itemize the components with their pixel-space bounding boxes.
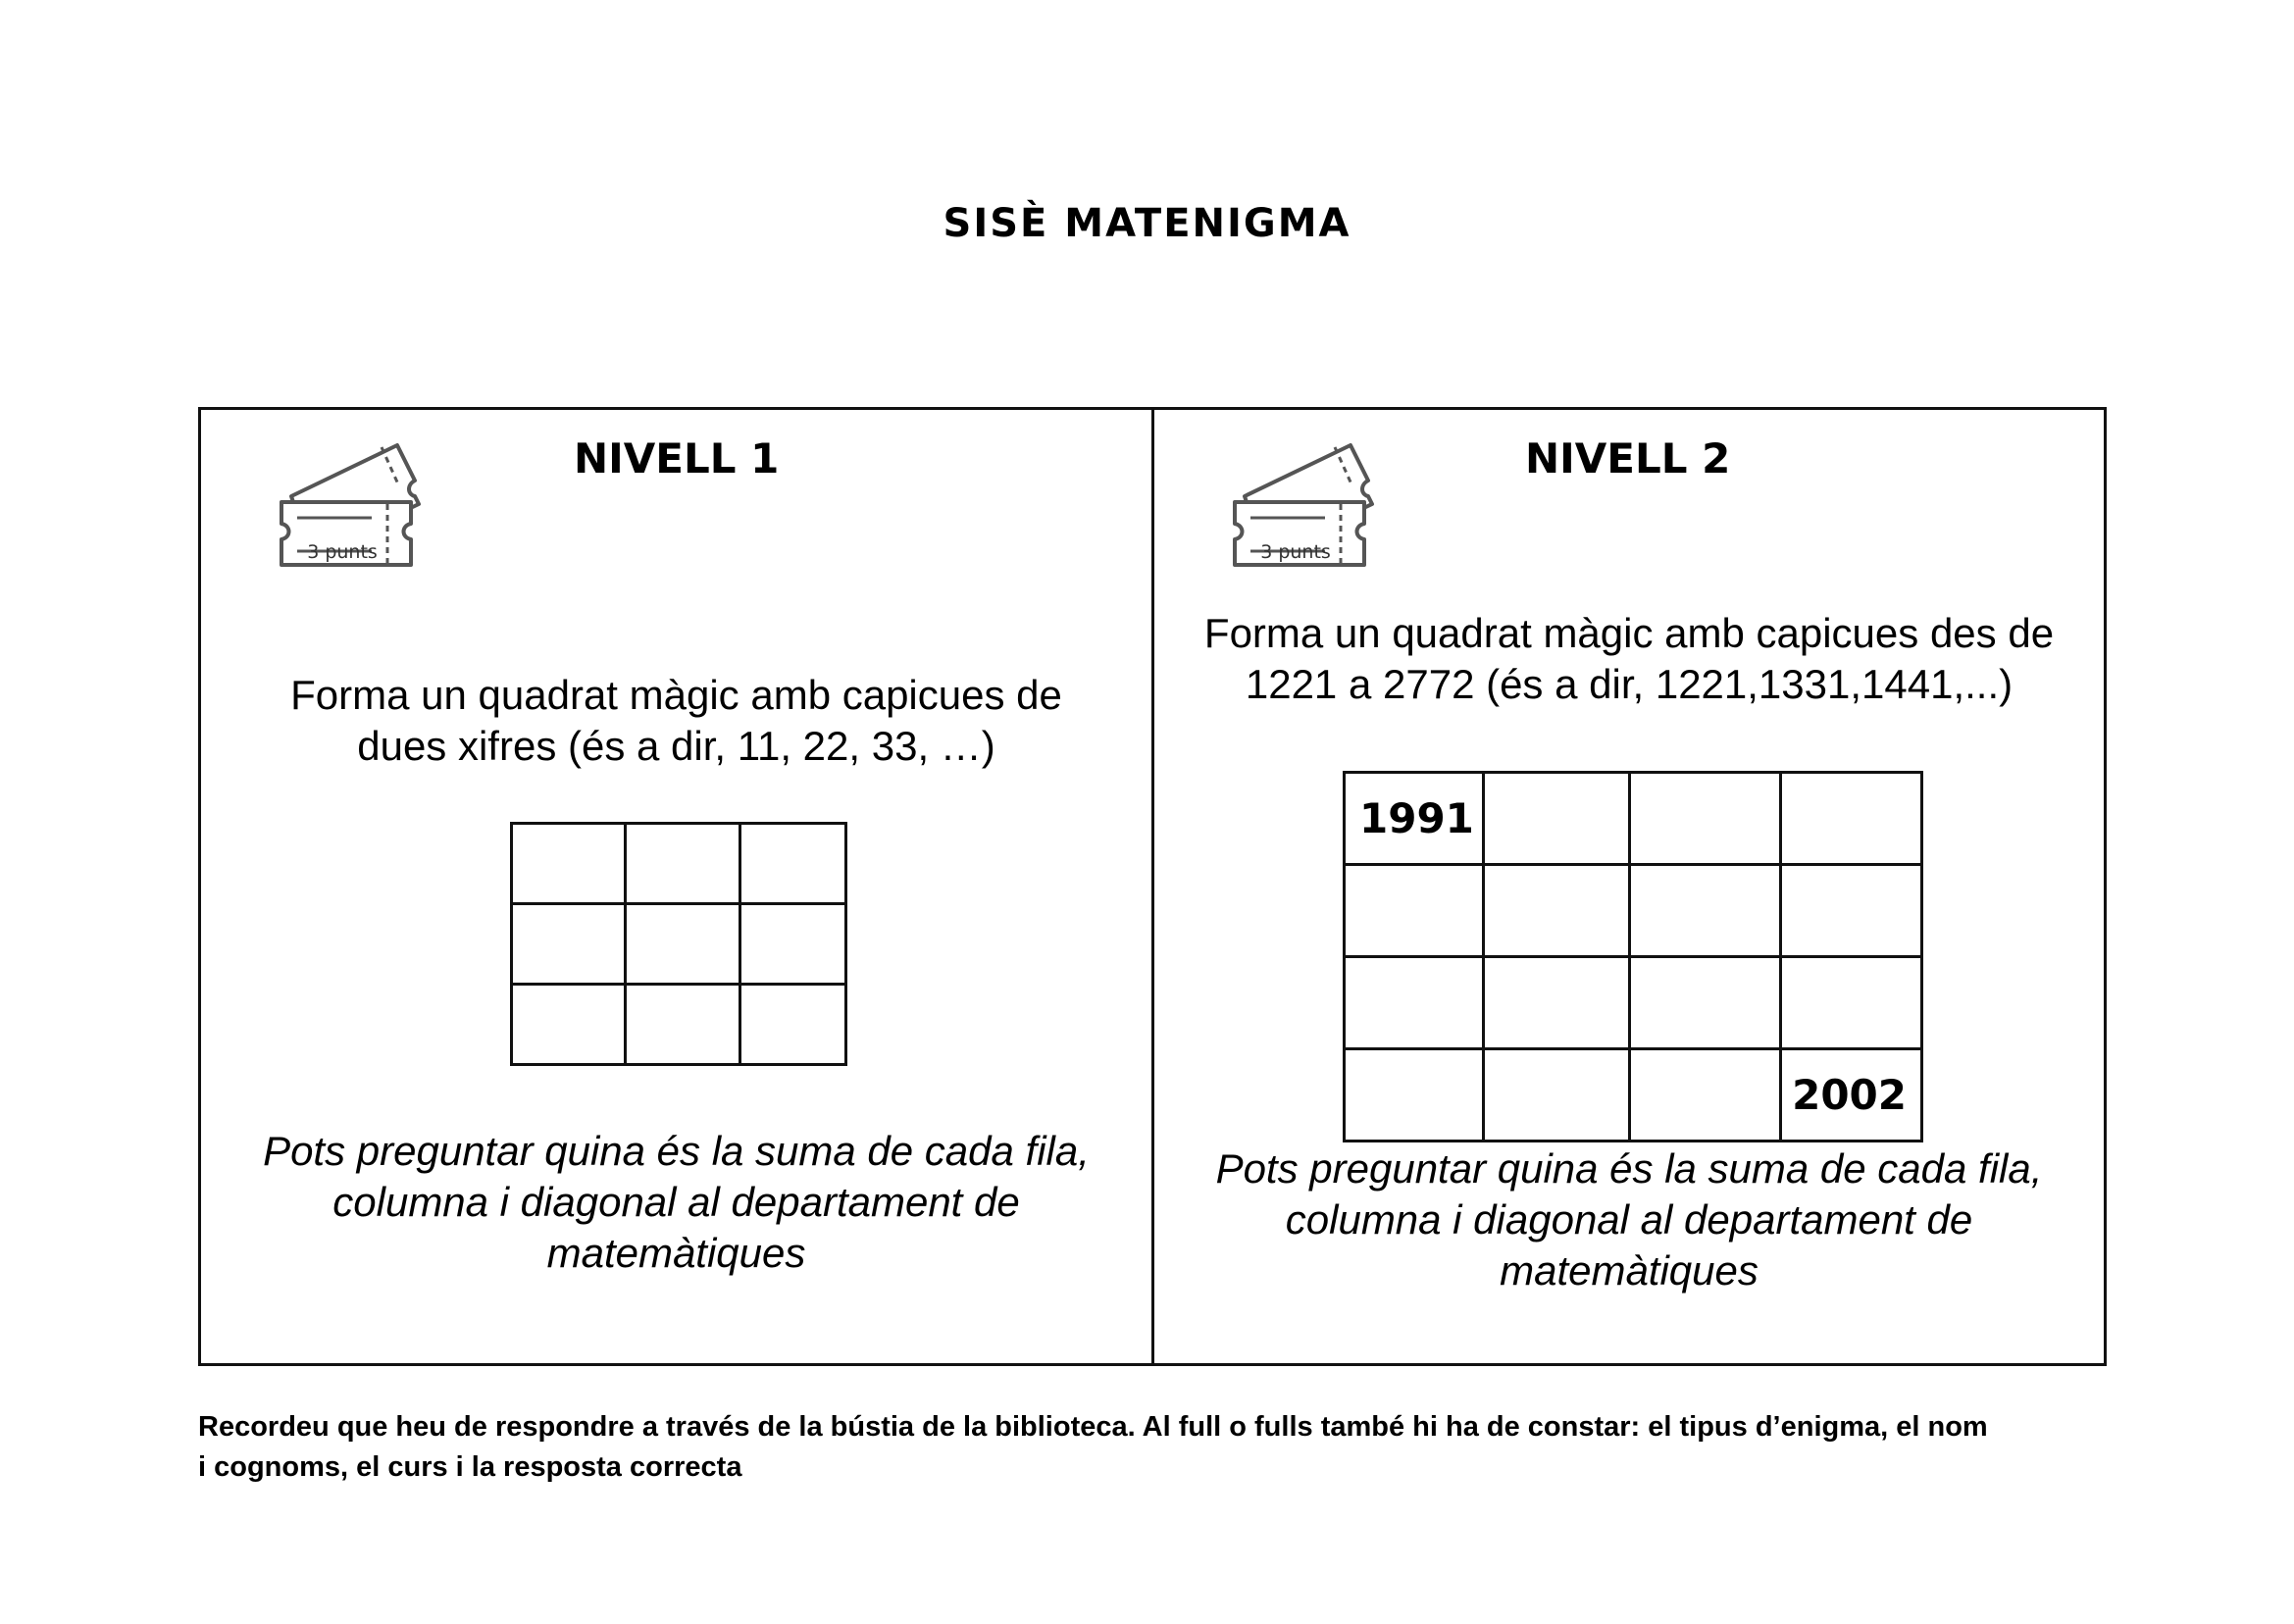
ticket-icon [1225,435,1382,573]
magic-square-3x3 [510,822,847,1066]
levels-table [198,407,2107,1366]
grid-cell[interactable] [626,985,740,1065]
instruction-text [1154,608,2104,710]
instruction-text [201,670,1151,772]
grid-cell[interactable] [1345,865,1484,957]
hint-line: Pots preguntar quina és la suma de cada fila, [263,1128,1090,1174]
grid-row [512,824,846,904]
grid-cell[interactable] [1630,957,1781,1049]
grid-cell[interactable] [1781,865,1922,957]
grid-cell[interactable]: 1991 [1345,773,1484,865]
grid-row [1345,773,1922,865]
grid-cell[interactable] [512,904,626,985]
grid-cell[interactable] [1630,1049,1781,1142]
grid-cell[interactable] [1630,773,1781,865]
grid-cell[interactable] [740,904,846,985]
hint-text [201,1126,1151,1279]
grid-cell[interactable] [1345,957,1484,1049]
level-heading: NIVELL 1 [574,434,780,482]
grid-row [512,904,846,985]
grid-cell[interactable] [1630,865,1781,957]
footer-line: Recordeu que heu de respondre a través de la bústia de la biblioteca. Al full o fulls també hi ha de constar: el tipus d’enigma, el nom [198,1411,1988,1443]
footer-note [198,1407,2120,1488]
hint-text [1154,1143,2104,1296]
grid-cell[interactable] [1484,957,1630,1049]
ticket-points-label: 3 punts [307,541,378,563]
magic-square-4x4 [1343,771,1923,1142]
grid-cell[interactable] [626,824,740,904]
instruction-line: dues xifres (és a dir, 11, 22, 33, …) [357,723,995,769]
grid-row [512,985,846,1065]
instruction-line: Forma un quadrat màgic amb capicues des de [1203,610,2055,656]
instruction-line: 1221 a 2772 (és a dir, 1221,1331,1441,...) [1245,661,2014,707]
hint-line: columna i diagonal al departament de [1285,1196,1973,1243]
grid-cell[interactable]: 2002 [1781,1049,1922,1142]
level-heading: NIVELL 2 [1525,434,1731,482]
grid-row [1345,865,1922,957]
grid-cell[interactable] [1484,1049,1630,1142]
grid-cell[interactable] [626,904,740,985]
grid-cell[interactable] [1781,773,1922,865]
page-title: SISÈ MATENIGMA [943,201,1351,246]
ticket-icon [272,435,429,573]
grid-cell[interactable] [1484,865,1630,957]
level-2-panel [1154,410,2104,1363]
hint-line: matemàtiques [1500,1247,1759,1294]
grid-cell[interactable] [512,824,626,904]
hint-line: matemàtiques [546,1230,806,1276]
grid-row [1345,957,1922,1049]
footer-line: i cognoms, el curs i la resposta correcta [198,1451,742,1483]
grid-cell[interactable] [512,985,626,1065]
level-1-panel [201,410,1151,1363]
ticket-points-label: 3 punts [1260,541,1331,563]
hint-line: columna i diagonal al departament de [332,1179,1020,1225]
grid-row [1345,1049,1922,1142]
grid-cell[interactable] [1345,1049,1484,1142]
instruction-line: Forma un quadrat màgic amb capicues de [290,672,1062,718]
grid-cell[interactable] [740,824,846,904]
grid-cell[interactable] [740,985,846,1065]
grid-cell[interactable] [1484,773,1630,865]
grid-cell[interactable] [1781,957,1922,1049]
hint-line: Pots preguntar quina és la suma de cada fila, [1215,1145,2043,1192]
